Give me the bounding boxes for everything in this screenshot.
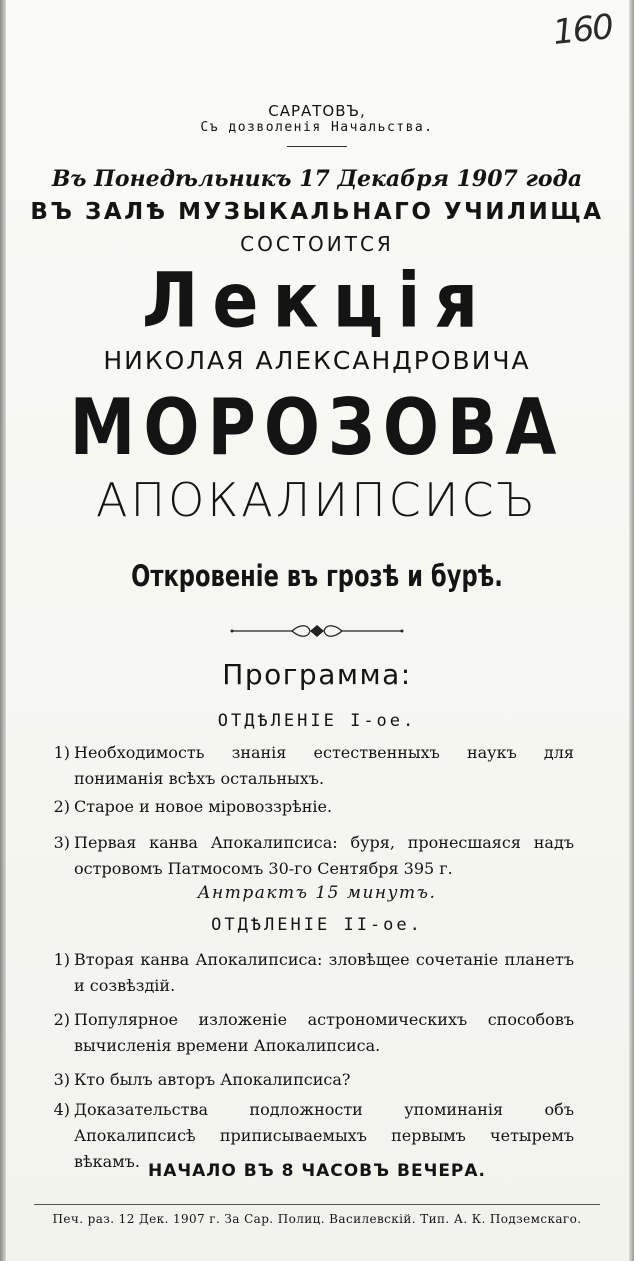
lecturer-surname: МОРОЗОВА xyxy=(69,381,565,473)
takes-place-line: СОСТОИТСЯ xyxy=(240,232,394,256)
event-venue: ВЪ ЗАЛѢ МУЗЫКАЛЬНАГО УЧИЛИЩА xyxy=(30,199,604,225)
item-number: 1) xyxy=(53,743,70,762)
item-text: Доказательства подложности упоминанія объ Апокалипсисѣ приписываемыхъ первымъ четыремъ вѣкамъ. xyxy=(74,1100,574,1171)
item-number: 2) xyxy=(53,1010,70,1029)
item-text: Старое и новое міровоззрѣніе. xyxy=(74,797,333,816)
item-text: Первая канва Апокалипсиса: буря, пронесшаяся надъ островомъ Патмосомъ 30-го Сентября 395 г. xyxy=(74,833,574,878)
section-title-1: ОТДѢЛЕНІЕ І-ое. xyxy=(217,711,417,731)
divider-bottom xyxy=(34,1204,600,1205)
printer-imprint: Печ. раз. 12 Дек. 1907 г. За Сар. Полиц. Василевскій. Тип. А. К. Подземскаго. xyxy=(52,1212,582,1226)
archive-number: 160 xyxy=(551,7,614,53)
city-heading: САРАТОВЪ, xyxy=(268,102,366,120)
item-number: 2) xyxy=(53,797,70,816)
item-number: 3) xyxy=(53,1070,70,1089)
event-date: Въ Понедѣльникъ 17 Декабря 1907 года xyxy=(51,166,583,192)
lecture-subtitle: Откровеніе въ грозѣ и бурѣ. xyxy=(131,559,503,593)
lecturer-name-patronymic: НИКОЛАЯ АЛЕКСАНДРОВИЧА xyxy=(103,346,531,375)
section-title-2: ОТДѢЛЕНІЕ ІІ-ое. xyxy=(211,915,423,935)
item-number: 4) xyxy=(53,1100,70,1119)
intermission-note: Антрактъ 15 минутъ. xyxy=(197,883,437,903)
divider-short xyxy=(287,146,347,147)
permit-line: Съ дозволенія Начальства. xyxy=(200,120,434,135)
item-text: Необходимость знанія естественныхъ наукъ для пониманія всѣхъ остальныхъ. xyxy=(74,743,574,788)
program-title: Программа: xyxy=(222,658,412,691)
lecture-topic: АПОКАЛИПСИСЪ xyxy=(96,473,538,527)
start-time: НАЧАЛО ВЪ 8 ЧАСОВЪ ВЕЧЕРА. xyxy=(147,1161,487,1181)
ornament-divider-icon xyxy=(230,622,404,640)
item-text: Популярное изложеніе астрономическихъ способовъ вычисленія времени Апокалипсиса. xyxy=(74,1010,574,1055)
lecture-heading: Лекція xyxy=(141,257,493,346)
item-number: 1) xyxy=(53,950,70,969)
item-number: 3) xyxy=(53,833,70,852)
item-text: Кто былъ авторъ Апокалипсиса? xyxy=(74,1070,351,1089)
item-text: Вторая канва Апокалипсиса: зловѣщее сочетаніе планетъ и созвѣздій. xyxy=(74,950,574,995)
